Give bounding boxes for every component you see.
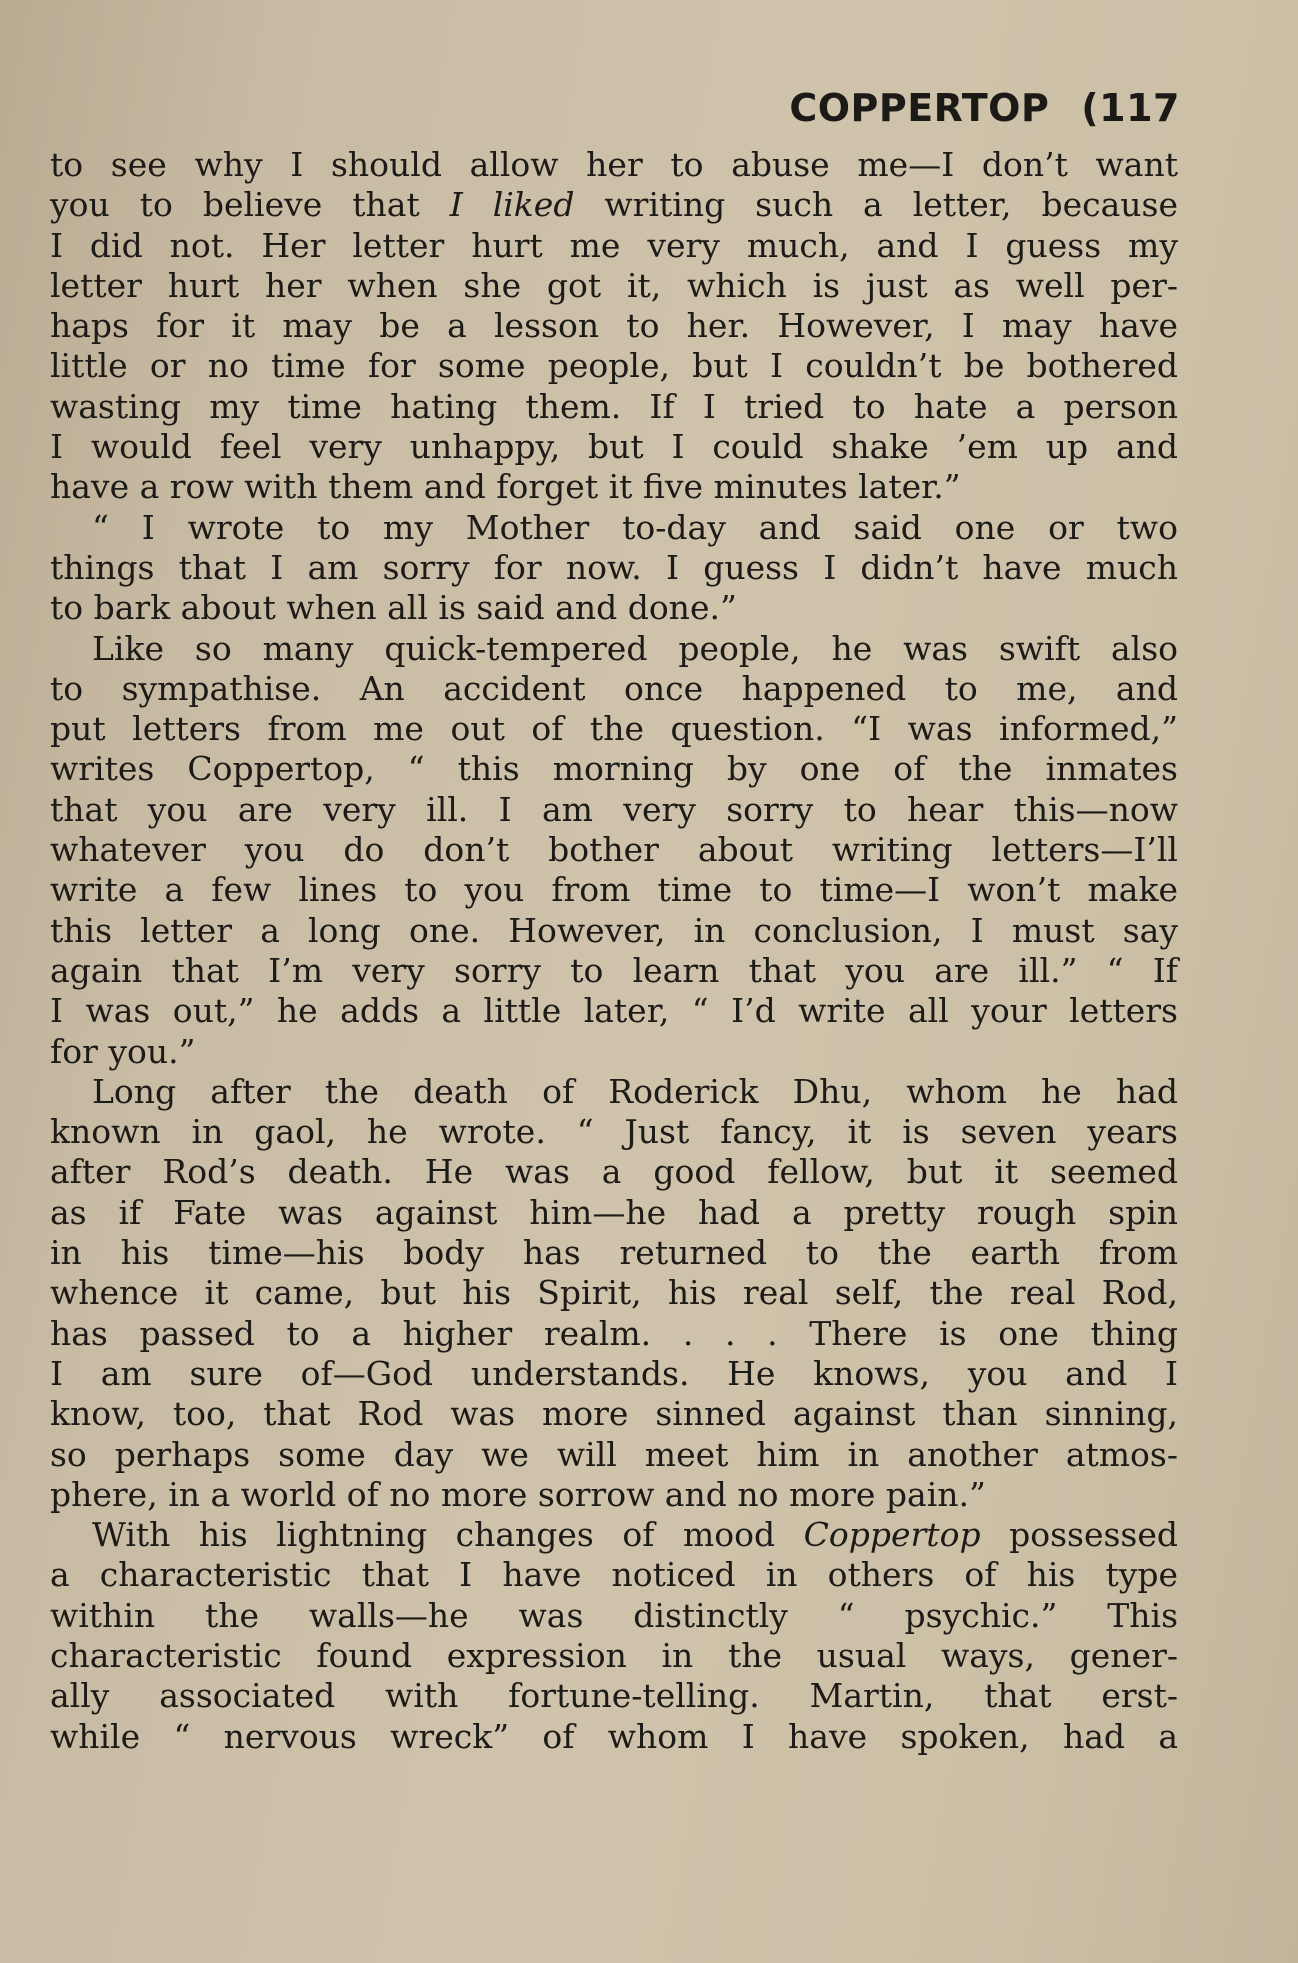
text-line: write a few lines to you from time to time—I won’t make bbox=[50, 870, 1178, 910]
text-line: wasting my time hating them. If I tried to hate a person bbox=[50, 386, 1178, 426]
text-line: to bark about when all is said and done.” bbox=[50, 588, 737, 628]
text-line: while “ nervous wreck” of whom I have spoken, had a bbox=[50, 1716, 1178, 1756]
text-line: to sympathise. An accident once happened to me, and bbox=[50, 668, 1178, 708]
text-line: “ I wrote to my Mother to-day and said one or two bbox=[92, 507, 1178, 547]
text-segment: writing such a letter, because bbox=[574, 185, 1178, 225]
text-line bbox=[50, 1515, 1178, 1555]
text-line: letter hurt her when she got it, which is just as well per- bbox=[50, 265, 1178, 305]
text-line: ally associated with fortune-telling. Martin, that erst- bbox=[50, 1676, 1178, 1716]
text-line: characteristic found expression in the usual ways, gener- bbox=[50, 1635, 1178, 1675]
text-line: phere, in a world of no more sorrow and no more pain.” bbox=[50, 1474, 986, 1514]
text-line: whence it came, but his Spirit, his real self, the real Rod, bbox=[50, 1273, 1178, 1313]
text-line: writes Coppertop, “ this morning by one of the inmates bbox=[50, 749, 1178, 789]
text-line: in his time—his body has returned to the earth from bbox=[50, 1233, 1178, 1273]
italic-text: Coppertop bbox=[803, 1515, 981, 1555]
text-segment: With his lightning changes of mood bbox=[92, 1515, 804, 1555]
text-line: I am sure of—God understands. He knows, you and I bbox=[50, 1353, 1178, 1393]
text-line: things that I am sorry for now. I guess I didn’t have much bbox=[50, 547, 1178, 587]
text-line: have a row with them and forget it five minutes later.” bbox=[50, 467, 961, 507]
text-line bbox=[50, 185, 1178, 225]
text-line: so perhaps some day we will meet him in another atmos- bbox=[50, 1434, 1178, 1474]
text-line: again that I’m very sorry to learn that you are ill.” “ If bbox=[50, 950, 1178, 990]
text-line: I would feel very unhappy, but I could shake ’em up and bbox=[50, 427, 1178, 467]
text-line: I was out,” he adds a little later, “ I’d write all your letters bbox=[50, 991, 1178, 1031]
text-line: know, too, that Rod was more sinned against than sinning, bbox=[50, 1394, 1178, 1434]
text-line: as if Fate was against him—he had a pretty rough spin bbox=[50, 1192, 1178, 1232]
text-line: this letter a long one. However, in conclusion, I must say bbox=[50, 910, 1178, 950]
text-line: haps for it may be a lesson to her. However, I may have bbox=[50, 306, 1178, 346]
text-line: Long after the death of Roderick Dhu, whom he had bbox=[92, 1071, 1178, 1111]
text-line: a characteristic that I have noticed in others of his type bbox=[50, 1555, 1178, 1595]
text-line: for you.” bbox=[50, 1031, 196, 1071]
text-line: to see why I should allow her to abuse me—I don’t want bbox=[50, 145, 1178, 184]
text-line: little or no time for some people, but I couldn’t be bothered bbox=[50, 346, 1178, 386]
page-number: (117 bbox=[1081, 86, 1180, 130]
text-line: after Rod’s death. He was a good fellow, but it seemed bbox=[50, 1152, 1178, 1192]
body-text bbox=[50, 145, 1178, 1757]
running-head-title: COPPERTOP bbox=[789, 86, 1050, 130]
text-segment: you to believe that bbox=[50, 185, 450, 225]
text-line: put letters from me out of the question. “I was informed,” bbox=[50, 709, 1178, 749]
text-line: known in gaol, he wrote. “ Just fancy, it is seven years bbox=[50, 1112, 1178, 1152]
text-line: Like so many quick-tempered people, he was swift also bbox=[92, 628, 1178, 668]
running-head bbox=[789, 86, 1180, 130]
text-line: within the walls—he was distinctly “ psychic.” This bbox=[50, 1595, 1178, 1635]
text-line: I did not. Her letter hurt me very much, and I guess my bbox=[50, 225, 1178, 265]
text-segment: possessed bbox=[980, 1515, 1179, 1555]
text-line: whatever you do don’t bother about writing letters—I’ll bbox=[50, 830, 1178, 870]
text-line: that you are very ill. I am very sorry to hear this—now bbox=[50, 789, 1178, 829]
text-line: has passed to a higher realm. . . . There is one thing bbox=[50, 1313, 1178, 1353]
italic-text: I liked bbox=[449, 185, 575, 225]
